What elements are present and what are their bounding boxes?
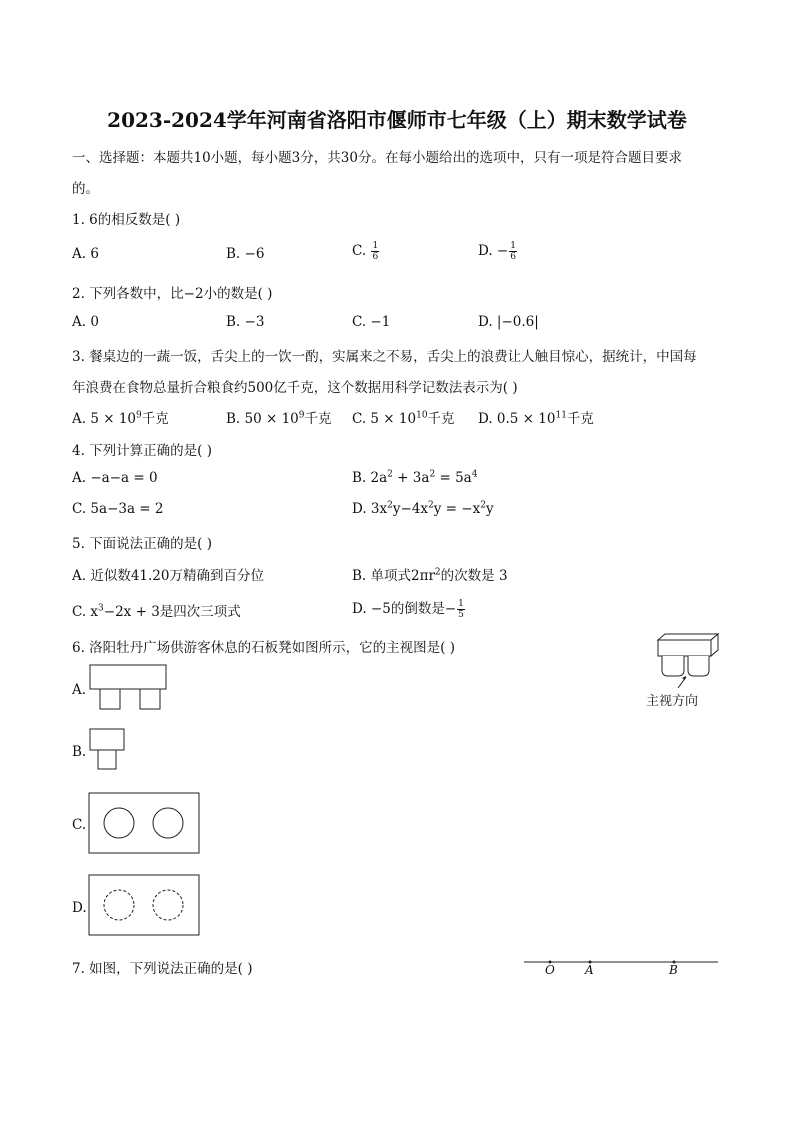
q6-option-c: C. xyxy=(72,817,87,833)
term: −2x + 3是四次三项式 xyxy=(103,604,241,620)
q3-option-a-base: A. 5 × 10 xyxy=(72,411,136,427)
q1-option-d-label: D. − xyxy=(478,243,509,259)
q4-option-d xyxy=(352,501,494,517)
view-direction-caption: 主视方向 xyxy=(646,694,699,709)
unit: 千克 xyxy=(427,411,455,427)
bench-3d-figure xyxy=(652,632,724,688)
q3-option-b-base: B. 50 × 10 xyxy=(226,411,299,427)
question-4-stem: 4. 下列计算正确的是( ) xyxy=(72,443,212,459)
question-6-stem: 6. 洛阳牡丹广场供游客休息的石板凳如图所示，它的主视图是( ) xyxy=(72,640,455,656)
term: y xyxy=(485,501,494,517)
exponent: 2 xyxy=(480,500,486,511)
fraction xyxy=(509,241,517,262)
question-2-stem: 2. 下列各数中，比−2小的数是( ) xyxy=(72,286,273,302)
exponent: 2 xyxy=(387,469,393,480)
term: B. 单项式2πr xyxy=(352,568,435,584)
q4-option-c: C. 5a−3a = 2 xyxy=(72,501,164,517)
term: C. x xyxy=(72,604,99,620)
q6-option-b: B. xyxy=(72,744,87,760)
term: y−4x xyxy=(392,501,429,517)
q5-option-d xyxy=(352,597,465,620)
exponent: 9 xyxy=(136,410,142,421)
q6-option-d-figure xyxy=(88,874,200,936)
q6-option-a: A. xyxy=(72,682,87,698)
exponent: 2 xyxy=(428,500,434,511)
unit: 千克 xyxy=(566,411,594,427)
exponent: 2 xyxy=(429,469,436,480)
q2-option-b: B. −3 xyxy=(226,314,265,330)
point-a-label: A xyxy=(585,963,594,977)
q1-option-a: A. 6 xyxy=(72,246,99,262)
q5-option-b xyxy=(352,564,508,584)
q3-option-a xyxy=(72,407,169,427)
unit: 千克 xyxy=(141,411,169,427)
question-3-stem-line2: 年浪费在食物总量折合粮食约500亿千克，这个数据用科学记数法表示为( ) xyxy=(72,380,518,396)
q2-option-d: D. |−0.6| xyxy=(478,314,539,330)
term: B. 2a xyxy=(352,470,388,486)
exponent: 10 xyxy=(416,410,428,421)
fraction xyxy=(371,241,379,262)
exponent: 11 xyxy=(555,410,567,421)
q4-option-a: A. −a−a = 0 xyxy=(72,470,158,486)
term: + 3a xyxy=(392,470,430,486)
q3-option-d-base: D. 0.5 × 10 xyxy=(478,411,556,427)
fraction-denominator: 5 xyxy=(458,610,464,620)
fraction-denominator: 6 xyxy=(510,252,516,262)
q5-option-d-label: D. −5的倒数是− xyxy=(352,601,457,617)
q2-option-a: A. 0 xyxy=(72,314,99,330)
page-title: 2023-2024学年河南省洛阳市偃师市七年级（上）期末数学试卷 xyxy=(107,108,687,132)
q3-option-d xyxy=(478,407,594,427)
question-5-stem: 5. 下面说法正确的是( ) xyxy=(72,536,212,552)
question-1-stem: 1. 6的相反数是( ) xyxy=(72,212,181,228)
q1-option-c xyxy=(352,241,379,262)
term: 的次数是 3 xyxy=(440,568,508,584)
q3-option-b xyxy=(226,407,332,427)
q5-option-c xyxy=(72,600,241,620)
fraction-numerator: 1 xyxy=(458,599,464,609)
q4-option-b xyxy=(352,470,477,486)
exponent: 3 xyxy=(98,603,104,614)
fraction-numerator: 1 xyxy=(510,241,516,251)
term: y = −x xyxy=(433,501,481,517)
section-heading-line1: 一、选择题：本题共10小题，每小题3分，共30分。在每小题给出的选项中，只有一项是符合题目要求 xyxy=(72,150,682,166)
q3-option-c-base: C. 5 × 10 xyxy=(352,411,417,427)
unit: 千克 xyxy=(304,411,332,427)
q6-option-d: D. xyxy=(72,900,87,916)
fraction-denominator: 6 xyxy=(372,252,379,262)
q1-option-c-label: C. xyxy=(352,243,371,259)
q1-option-b: B. −6 xyxy=(226,246,265,262)
fraction-numerator: 1 xyxy=(372,241,379,251)
fraction xyxy=(457,599,465,620)
exponent: 2 xyxy=(434,567,441,578)
question-7-stem: 7. 如图，下列说法正确的是( ) xyxy=(72,961,253,977)
term: D. 3x xyxy=(352,501,388,517)
section-heading-line2: 的。 xyxy=(72,181,99,197)
q1-option-d xyxy=(478,241,517,262)
term: = 5a xyxy=(435,470,472,486)
point-o-label: O xyxy=(545,963,555,977)
q6-option-b-figure xyxy=(88,728,128,772)
exponent: 2 xyxy=(387,500,393,511)
q2-option-c: C. −1 xyxy=(352,314,391,330)
q6-option-a-figure xyxy=(88,664,168,712)
q6-option-c-figure xyxy=(88,792,200,854)
question-3-stem-line1: 3. 餐桌边的一蔬一饭，舌尖上的一饮一酌，实属来之不易，舌尖上的浪费让人触目惊心，据统计，中国每 xyxy=(72,349,697,365)
exponent: 4 xyxy=(471,469,478,480)
point-b-label: B xyxy=(669,963,678,977)
q5-option-a: A. 近似数41.20万精确到百分位 xyxy=(72,568,264,584)
q3-option-c xyxy=(352,407,455,427)
exponent: 9 xyxy=(298,410,305,421)
